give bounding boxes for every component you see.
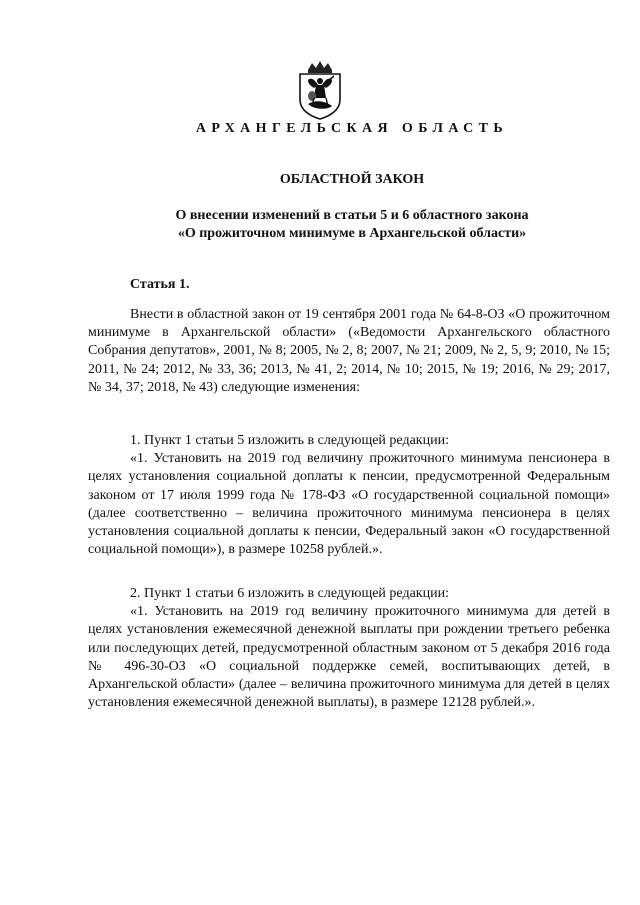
article-intro-paragraph: Внести в областной закон от 19 сентября 2001 года № 64-8-ОЗ «О прожиточном минимуме в Архангельской области» («Ведомости Архангельского областного Собрания депутатов», 2001, № 8; 2005, № 2, 8; 2007, № 21; 2009, № 2, 5, 9; 2010, № 15; 2011, № 24; 2012, № 33, 36; 2013, № 41, 2; 2014, № 10; 2015, № 19; 2016, № 29; 2017, № 34, 37; 2018, № 43) следующие изменения: <box>88 307 610 395</box>
region-title: АРХАНГЕЛЬСКАЯ ОБЛАСТЬ <box>195 121 509 136</box>
item-2-heading: 2. Пункт 1 статьи 6 изложить в следующей редакции: <box>130 586 449 601</box>
article-heading: Статья 1. <box>130 277 190 292</box>
law-title <box>0 207 640 243</box>
law-title-line-2: «О прожиточном минимуме в Архангельской области» <box>177 226 527 241</box>
law-type-heading: ОБЛАСТНОЙ ЗАКОН <box>279 172 425 187</box>
article-intro-block <box>88 306 610 397</box>
item-2-block <box>88 585 610 712</box>
item-1-heading: 1. Пункт 1 статьи 5 изложить в следующей редакции: <box>130 433 449 448</box>
law-title-line-1: О внесении изменений в статьи 5 и 6 областного закона <box>175 208 529 223</box>
item-2-paragraph: «1. Установить на 2019 год величину прожиточного минимума для детей в целях установления ежемесячной денежной выплаты при рождении третьего ребенка или последующих детей, предусмотренной областным законом от 5 декабря 2016 года № 496-30-ОЗ «О социальной поддержке семей, воспитывающих детей, в Архангельской области» (далее – величина прожиточного минимума для детей в целях установления ежемесячной денежной выплаты), в размере 12128 рублей.». <box>88 604 610 711</box>
coat-of-arms-icon <box>294 60 346 120</box>
item-1-paragraph: «1. Установить на 2019 год величину прожиточного минимума пенсионера в целях установления социальной доплаты к пенсии, предусмотренной Федеральным законом от 17 июля 1999 года № 178-ФЗ «О государственной социальной помощи» (далее соответственно – величина прожиточного минимума пенсионера в целях установления социальной доплаты к пенсии, Федеральный закон «О государственной социальной помощи»), в размере 10258 рублей.». <box>88 451 610 558</box>
item-1-block <box>88 432 610 559</box>
